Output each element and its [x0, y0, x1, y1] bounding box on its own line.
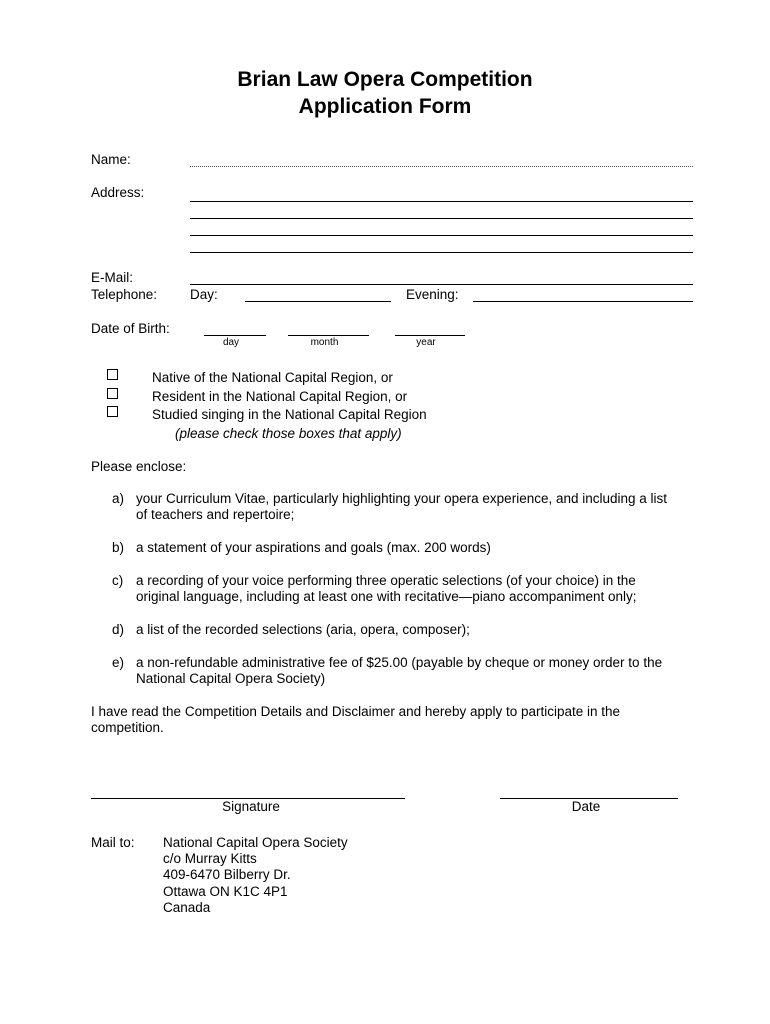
signature-caption: Signature — [222, 799, 280, 814]
dob-day-caption: day — [222, 337, 240, 348]
name-label: Name: — [91, 152, 131, 167]
address-field-line-4[interactable] — [190, 252, 693, 253]
telephone-day-label: Day: — [190, 287, 218, 302]
enclose-item-b-line1: a statement of your aspirations and goals (max. 200 words) — [136, 540, 491, 555]
telephone-evening-label: Evening: — [406, 287, 459, 302]
enclose-item-c-line1: a recording of your voice performing three operatic selections (of your choice) in the — [136, 573, 636, 588]
enclose-item-c-line2: original language, including at least one with recitative—piano accompaniment only; — [136, 589, 637, 604]
enclose-heading: Please enclose: — [91, 459, 187, 474]
native-checkbox[interactable] — [107, 369, 118, 380]
dob-day-field-line[interactable] — [204, 335, 266, 336]
checkbox-instruction-note: (please check those boxes that apply) — [175, 426, 402, 441]
declaration-line2: competition. — [91, 720, 164, 735]
telephone-day-field-line[interactable] — [245, 301, 391, 302]
enclose-item-c-letter: c) — [112, 573, 124, 588]
declaration-line1: I have read the Competition Details and Disclaimer and hereby apply to participate in the — [91, 704, 621, 719]
mail-to-label: Mail to: — [91, 835, 135, 850]
mail-address-line4: Ottawa ON K1C 4P1 — [163, 884, 288, 899]
dob-label: Date of Birth: — [91, 321, 170, 336]
dob-year-field-line[interactable] — [395, 335, 465, 336]
mail-address-line1: National Capital Opera Society — [163, 835, 348, 850]
address-field-line-1[interactable] — [190, 201, 693, 202]
dob-year-caption: year — [416, 337, 436, 348]
enclose-item-e-line1: a non-refundable administrative fee of $25.00 (payable by cheque or money order to the — [136, 655, 663, 670]
form-title-line1: Brian Law Opera Competition — [237, 68, 533, 91]
email-label: E-Mail: — [91, 270, 134, 285]
address-field-line-2[interactable] — [190, 218, 693, 219]
address-field-line-3[interactable] — [190, 235, 693, 236]
resident-option-label: Resident in the National Capital Region, or — [152, 389, 408, 404]
enclose-item-d-line1: a list of the recorded selections (aria, opera, composer); — [136, 622, 470, 637]
name-field-line[interactable] — [190, 166, 693, 167]
mail-address-line5: Canada — [163, 900, 211, 915]
mail-address-line3: 409-6470 Bilberry Dr. — [163, 867, 291, 882]
telephone-evening-field-line[interactable] — [473, 301, 693, 302]
mail-address-line2: c/o Murray Kitts — [163, 851, 257, 866]
dob-month-caption: month — [310, 337, 339, 348]
address-label: Address: — [91, 185, 145, 200]
studied-option-label: Studied singing in the National Capital Region — [152, 407, 427, 422]
native-option-label: Native of the National Capital Region, or — [152, 370, 393, 385]
resident-checkbox[interactable] — [107, 388, 118, 399]
date-caption: Date — [571, 799, 601, 814]
telephone-label: Telephone: — [91, 287, 158, 302]
enclose-item-a-line1: your Curriculum Vitae, particularly highlighting your opera experience, and including a list — [136, 491, 668, 506]
enclose-item-e-letter: e) — [112, 655, 125, 670]
email-field-line[interactable] — [190, 284, 693, 285]
enclose-item-a-letter: a) — [112, 491, 125, 506]
enclose-item-b-letter: b) — [112, 540, 125, 555]
enclose-item-d-letter: d) — [112, 622, 125, 637]
form-title-line2: Application Form — [298, 95, 472, 118]
dob-month-field-line[interactable] — [288, 335, 369, 336]
studied-checkbox[interactable] — [107, 406, 118, 417]
enclose-item-e-line2: National Capital Opera Society) — [136, 671, 326, 686]
enclose-item-a-line2: of teachers and repertoire; — [136, 507, 295, 522]
